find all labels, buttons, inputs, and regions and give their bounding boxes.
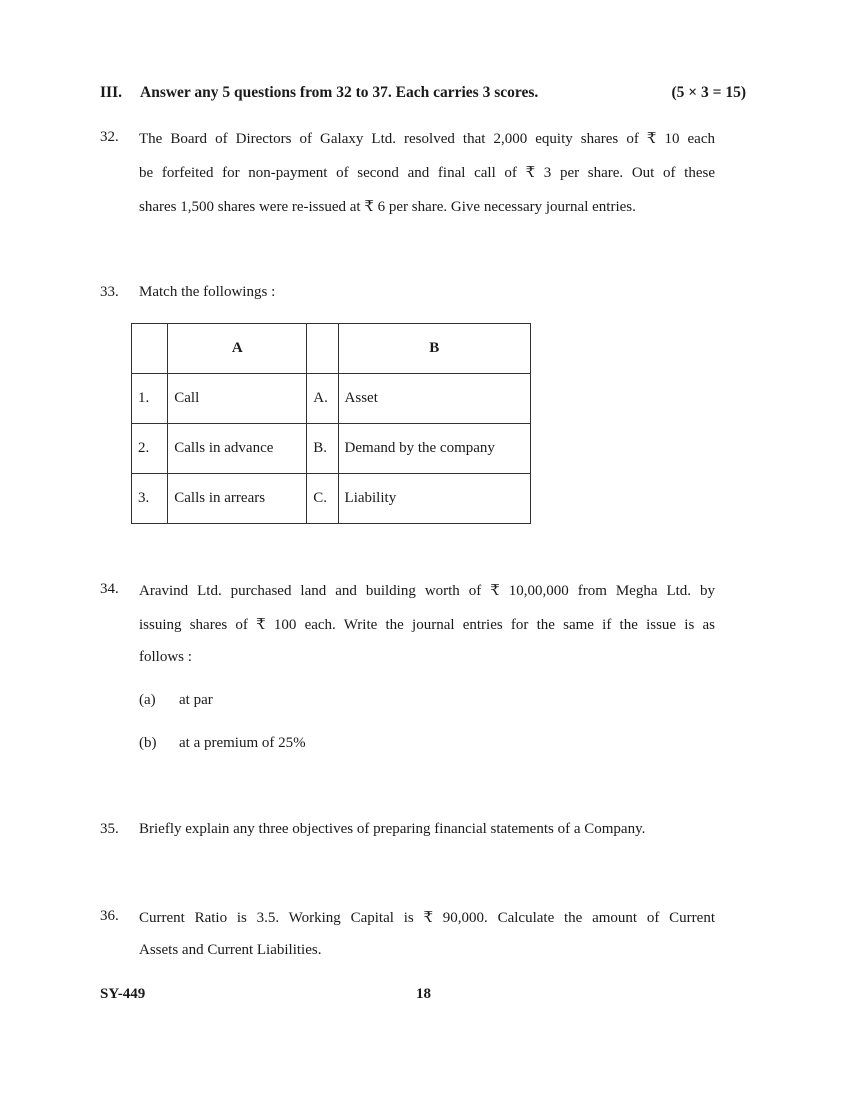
page-number: 18 xyxy=(416,986,431,1002)
section-heading xyxy=(100,84,748,106)
column-header-a: A xyxy=(168,324,307,374)
table-cell xyxy=(307,324,338,374)
table-row xyxy=(132,474,531,524)
question-number: 32. xyxy=(100,129,119,145)
question-text-line: issuing shares of ₹ 100 each. Write the journal entries for the same if the issue is as xyxy=(139,617,715,633)
question-number: 35. xyxy=(100,821,119,837)
question-text-line: Briefly explain any three objectives of preparing financial statements of a Company. xyxy=(139,821,646,837)
column-a-item: Calls in advance xyxy=(168,424,307,474)
column-b-item: Liability xyxy=(338,474,530,524)
question-number: 34. xyxy=(100,581,119,597)
column-b-item: Demand by the company xyxy=(338,424,530,474)
section-number: III. xyxy=(100,84,122,101)
column-b-item: Asset xyxy=(338,374,530,424)
column-a-item: Call xyxy=(168,374,307,424)
column-a-item: Calls in arrears xyxy=(168,474,307,524)
row-number: 3. xyxy=(132,474,168,524)
question-text-line: be forfeited for non-payment of second and final call of ₹ 3 per share. Out of these xyxy=(139,165,715,181)
option-text: at a premium of 25% xyxy=(179,735,306,751)
row-number: 2. xyxy=(132,424,168,474)
question-text-line: Match the followings : xyxy=(139,284,276,300)
option-text: at par xyxy=(179,692,213,708)
row-letter: B. xyxy=(307,424,338,474)
table-cell xyxy=(132,324,168,374)
column-header-b: B xyxy=(338,324,530,374)
question-text-line: The Board of Directors of Galaxy Ltd. resolved that 2,000 equity shares of ₹ 10 each xyxy=(139,131,715,147)
row-number: 1. xyxy=(132,374,168,424)
question-text-line: Current Ratio is 3.5. Working Capital is ₹ 90,000. Calculate the amount of Current xyxy=(139,910,715,926)
option-label: (b) xyxy=(139,735,157,751)
paper-code: SY-449 xyxy=(100,986,146,1002)
question-number: 33. xyxy=(100,284,119,300)
match-table xyxy=(131,323,531,524)
row-letter: A. xyxy=(307,374,338,424)
question-number: 36. xyxy=(100,908,119,924)
question-text-line: Aravind Ltd. purchased land and building worth of ₹ 10,00,000 from Megha Ltd. by xyxy=(139,583,715,599)
table-row xyxy=(132,374,531,424)
section-marks: (5 × 3 = 15) xyxy=(671,84,746,101)
question-text-line: shares 1,500 shares were re-issued at ₹ 6 per share. Give necessary journal entries. xyxy=(139,199,636,215)
table-header-row xyxy=(132,324,531,374)
row-letter: C. xyxy=(307,474,338,524)
section-instruction: Answer any 5 questions from 32 to 37. Each carries 3 scores. xyxy=(140,84,539,101)
question-text-line: Assets and Current Liabilities. xyxy=(139,942,322,958)
table-row xyxy=(132,424,531,474)
option-label: (a) xyxy=(139,692,156,708)
question-text-line: follows : xyxy=(139,649,192,665)
